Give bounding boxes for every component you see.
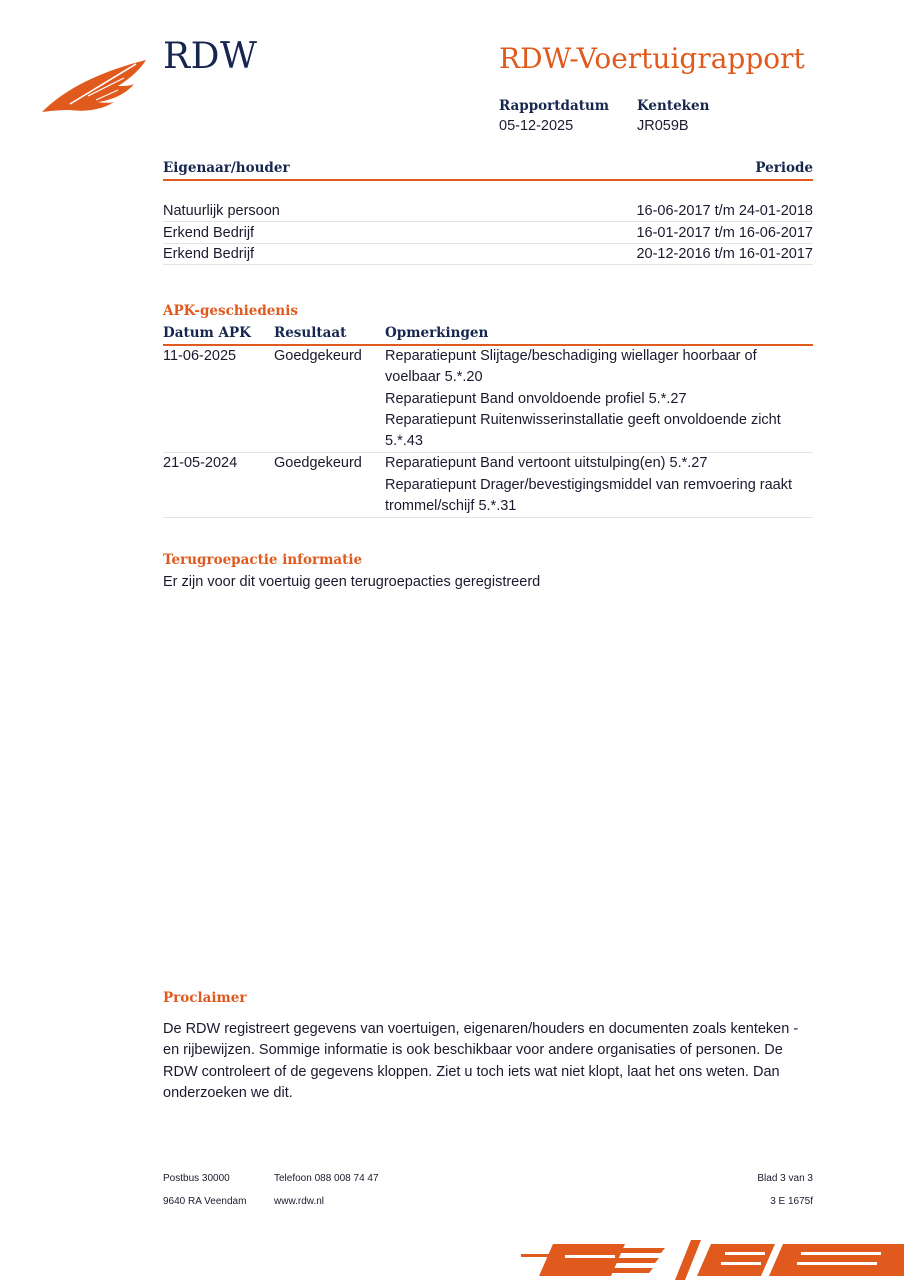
apk-remark: Reparatiepunt Band vertoont uitstulping(en) 5.*.27 [385,455,708,472]
apk-date: 11-06-2025 [163,348,237,364]
report-date-label: Rapportdatum [499,98,610,114]
recall-section-title: Terugroepactie informatie [163,552,363,568]
apk-remark: Reparatiepunt Slijtage/beschadiging wiellager hoorbaar of voelbaar 5.*.20 [385,348,757,386]
apk-result-header: Resultaat [274,325,347,341]
apk-table [163,346,813,518]
owner-period: 20-12-2016 t/m 16-01-2017 [636,245,813,262]
footer-page-number: Blad 3 van 3 [757,1173,813,1184]
footer-postbus: Postbus 30000 [163,1173,230,1184]
owner-row [163,243,813,265]
owner-period: 16-01-2017 t/m 16-06-2017 [636,224,813,241]
recall-text: Er zijn voor dit voertuig geen terugroepacties geregistreerd [163,574,541,590]
footer-stripes-decoration [515,1240,904,1280]
owner-period: 16-06-2017 t/m 24-01-2018 [636,202,813,219]
table-row [163,453,813,518]
report-date: 05-12-2025 [499,118,574,134]
apk-remark: Reparatiepunt Ruitenwisserinstallatie geeft onvoldoende zicht 5.*.43 [385,411,781,450]
owner-type: Natuurlijk persoon [163,202,280,219]
footer-website[interactable]: www.rdw.nl [274,1196,325,1207]
owner-type: Erkend Bedrijf [163,224,255,241]
owner-row [163,200,813,222]
period-column-header: Periode [755,160,813,176]
apk-table-header [163,325,813,345]
apk-section-title: APK-geschiedenis [163,303,298,319]
apk-remarks-header: Opmerkingen [385,325,489,341]
proclaimer-text: De RDW registreert gegevens van voertuigen, eigenaren/houders en documenten zoals kenteken - en rijbewijzen. Sommige informatie is ook beschikbaar voor andere organisaties of personen. De RDW controleert of de gegevens kloppen. Ziet u toch iets wat niet klopt, laat het ons weten. Dan onderzoeken we dit. [163,1021,799,1101]
owner-row [163,222,813,244]
owner-type: Erkend Bedrijf [163,245,255,262]
apk-remark: Reparatiepunt Drager/bevestigingsmiddel van remvoering raakt trommel/schijf 5.*.31 [385,476,793,515]
table-row [163,346,813,453]
apk-remark: Reparatiepunt Band onvoldoende profiel 5.*.27 [385,390,687,407]
feather-icon [40,56,150,116]
footer-code: 3 E 1675f [770,1196,813,1207]
report-title: RDW-Voertuigrapport [499,42,805,75]
owner-column-header: Eigenaar/houder [163,160,290,176]
apk-result: Goedgekeurd [274,348,362,364]
apk-result: Goedgekeurd [274,455,362,472]
logo-text: RDW [163,36,258,77]
footer-city: 9640 RA Veendam [163,1196,247,1207]
footer-phone: Telefoon 088 008 74 47 [274,1173,379,1184]
apk-date-header: Datum APK [163,325,251,341]
proclaimer-title: Proclaimer [163,990,247,1006]
plate-value: JR059B [637,118,689,134]
apk-date: 21-05-2024 [163,455,238,472]
owner-header-divider [163,179,813,181]
plate-label: Kenteken [637,98,710,114]
